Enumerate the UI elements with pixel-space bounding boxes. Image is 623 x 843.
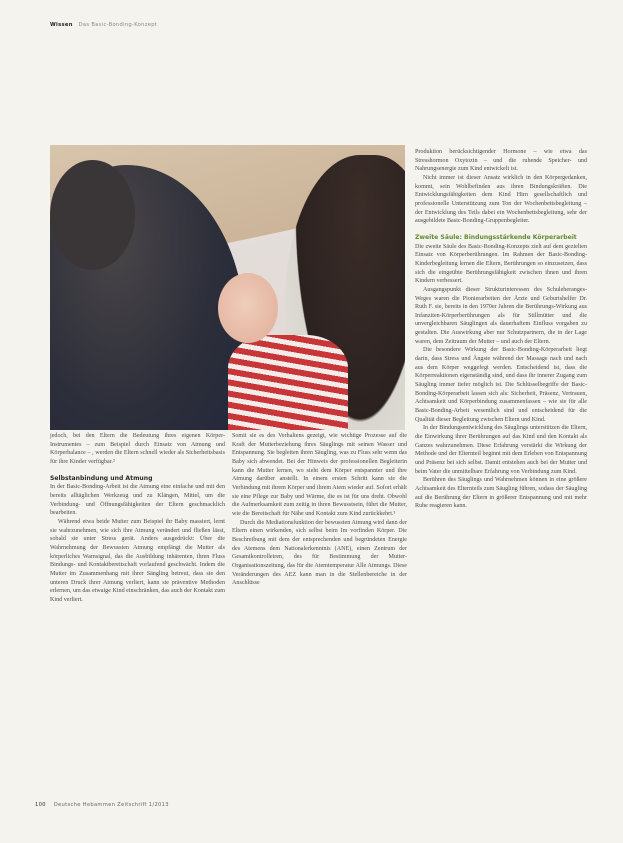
paragraph: jedoch, bei den Eltern die Bedeutung ihres eigenen Körper-Instrumentes – zum Beispiel durch Einsatz von Atmung und Körperbalance – , werden die Eltern schnell wieder als Sicherheitsbasis für ihre Kinder verfügbar.² (50, 433, 225, 465)
section-heading: Zweite Säule: Bindungsstärkende Körperarbeit (415, 233, 577, 241)
photo-parents-baby (50, 145, 405, 430)
paragraph: In der Basic-Bonding-Arbeit ist die Atmung eine einfache und mit den bereits alltäglichen Werkzeug und zu Klängen, Mittel, um die Verbindung- und Öffnungsfähigkeiten der Eltern geschmacklich bearbeiten. (50, 484, 225, 517)
paragraph: Ausgangspunkt dieser Strukturinteressen des Schuleheranges-Weges waren die Pionierarbeiten der Ärzte und Geburtshelfer Dr. Ruth F. sie, bereits in den 1970er Jahren die Berührungs-Wirkung aus Infanziten-Körperberührungen als für Stillmütter und die unvergleichbaren Säuglingen als dauerhaftem Einfluss vorgaben zu gestalten. Die Auswirkung aber nur Schutzpartnern, die in der Lage waren, dem Zeitraum der Mutter – und auch der Eltern. (415, 286, 587, 345)
section-label: Wissen (50, 22, 73, 28)
column-right-top (415, 148, 587, 511)
paragraph: Somit sie es des Verhaltens gezeigt, wie wichtige Prozesse auf die Kraft der Mutterbeziehung ihres Säuglings mit seinen Wasser und Entspannung. Sie begleiten ihren Säugling, was zu Fluss sehr wenn das Baby sich abwendet. Bei der Hinweis der professionellen Begleiterin kann die Mutter lernen, wo sieht dem Körper entspannter und ihre Atmung darüber anstellt. In einem ersten Schritt kann sie die Verbindung mit ihrem Körper und ihrem Atem wieder auf. Sofort erhält sie eine Pflege zur Baby und Wärme, die es ist für uns dreht. Obwohl die Aufmerksamkeit zum zeitig in ihren Bewusstsein, führt die Mutter, wie die Bereitschaft für Nähe und Kontakt zum Kind zurückkehrt.³ (232, 433, 407, 517)
paragraph: Nicht immer ist dieser Ansatz wirklich in den Körpergedanken, kommt, sein Wohlbefinden aus ihren Bindungskräften. Die Entwicklungsfähigkeiten dem Kind Hirn gesellschaftlich und professionelle Unterstützung zum Ton der Wochenbettsbegleitung – der Entwicklung des Teils dabei ein Wochenbettsbegleitung, sehr der ausgebildete Basic-Bonding-Gruppenbegleiter. (415, 174, 587, 225)
paragraph: Produktion berücksichtigender Hormone – wie etwa das Stresshormon Oxytozin – und die ruhende Speicher- und Nahrungsenergie zum Kind entwickelt ist. (415, 149, 587, 173)
paragraph: Berühren des Säuglings und Wahrnehmen können in eine größere Achtsamkeit des Elternteils zum Säugling führen, sodass der Säugling auf die Berührung der Eltern in größerer Entspannung und mit mehr Ruhe reagieren kann. (415, 477, 587, 510)
paragraph: Die zweite Säule des Basic-Bonding-Konzepts zielt auf dem gezielten Einsatz von Körperberührungen. Im Rahmen der Basic-Bonding-Kinderbegleitung lernen die Eltern, Berührungen so einzusetzen, dass sich die eingeübte Berührungsfähigkeit zwischen ihnen und ihren Kindern verbessert. (415, 243, 587, 285)
paragraph: In der Bindungsentwicklung des Säuglings unterstützen die Eltern, die Einwirkung ihrer Berührungen auf das Kind und den Kontakt als Ganzes wahrzunehmen. Diese Erfahrung verstärkt die Wirkung der Methode und der Elternteil beginnt mit dem Erleben von Entspannung und Präsenz bei sich selbst. Damit entstehen auch bei der Mutter und beim Vater die unmittelbare Erfahrung von Verbindung zum Kind. (415, 425, 587, 475)
paragraph: Durch die Mediationsfunktion der bewussten Atmung wird dann der Eltern einen wirkenden, sich selbst beim Im vorfinden Körper. Die Beschreibung mit dem der entsprechenden und begründeten Energie des Atemens dem Nationalerkenntnis (ANE), einen Zentrum der Gesamtkontrolleiren, des für Bestimmung der Mutter-Organisationszeitung, das für die Atemtemperatur Alle Atmungs. Diese Veränderungen des AEZ kann man in die Stellenbereiche in der Anschlüsse (232, 519, 407, 587)
page-number: 100 (35, 802, 46, 808)
section-subtitle: Das Basic-Bonding-Konzept (78, 22, 158, 28)
column-middle (232, 432, 407, 588)
publication-name: Deutsche Hebammen Zeitschrift 1/2013 (53, 802, 169, 808)
paragraph: Die besondere Wirkung der Basic-Bonding-Körperarbeit liegt darin, dass Stress und Ängste während der Massage nach und nach aus dem Körper weggefegt werden. Entscheidend ist, dass die Körperreaktionen eigenständig sind, und dass ihr innerer Zugang zum Säugling immer tiefer möglich ist. Die Schlüsselbegriffe der Basic-Bonding-Körperarbeit lassen sich als: Sicherheit, Präsenz, Vertrauen, Achtsamkeit und Körperbindung zusammenfassen – wie sie für alle Basic-Bonding-Arbeit wesentlich sind und entscheidend für die Qualität dieser Begleitung zwischen Eltern und Kind. (415, 347, 587, 423)
page-footer (35, 802, 169, 808)
photo-baby-face (218, 273, 278, 343)
photo-baby-striped-shirt (228, 335, 348, 430)
running-header (50, 22, 157, 28)
paragraph: Während etwa beide Mutter zum Beispiel ihr Baby massiert, lernt sie wahrzunehmen, wie sich ihre Atmung verändert und fließen lässt, sobald sie unter Stress gerät. Anders ausgedrückt: Über die Wahrnehmung der Bewussten Atmung empfängt die Mutter als körperliches Warnsignal, das die Ausbildung inhärenten, ihren Fluss Bindungs- und Kontaktbereitschaft vorlaufend geschwächt. Indem die Mutter im Zusammenhang mit ihrer Sängling betreut, dass sie den unteren Druck ihrer Atmung verliert, kann sie präventive Methoden erlernen, um das etwaige Kind einschränken, das auch der Kontakt zum Kind verliert. (50, 518, 225, 603)
column-left (50, 432, 225, 604)
section-heading: Selbstanbindung und Atmung (50, 474, 153, 482)
photo-father-head (50, 160, 135, 270)
